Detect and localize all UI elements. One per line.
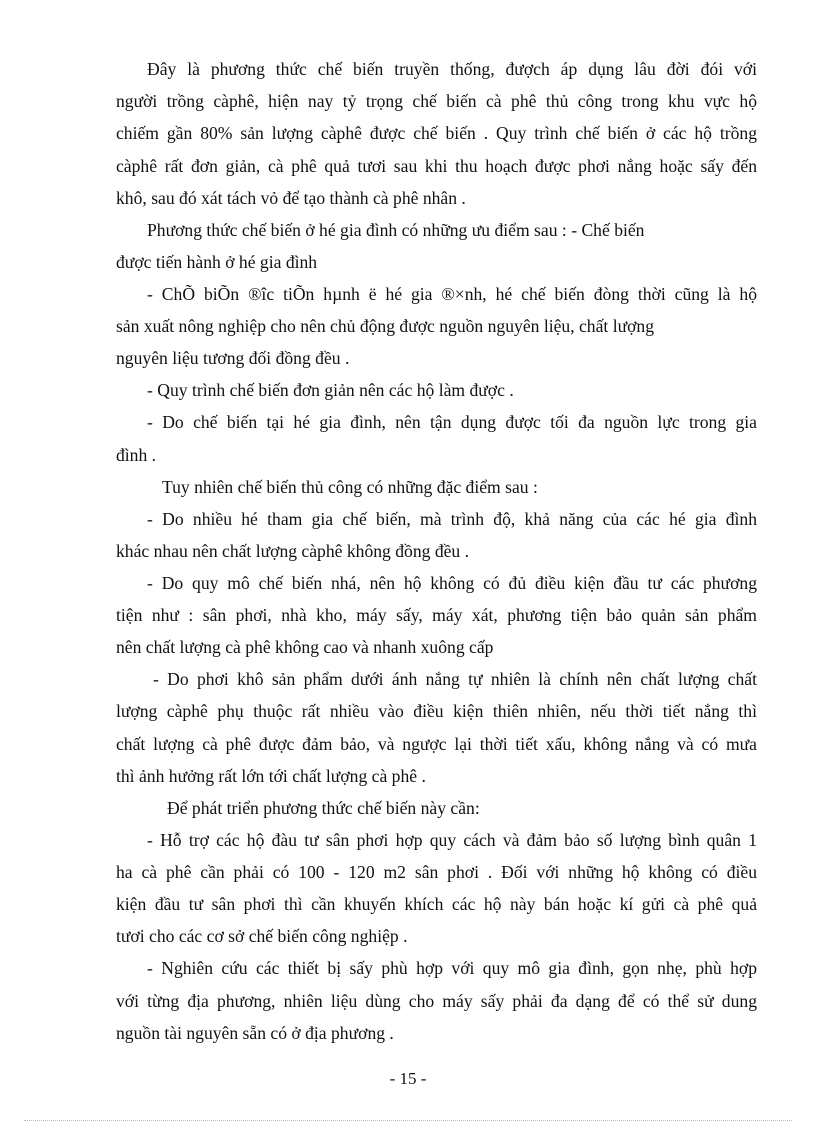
body-line: Tuy nhiên chế biến thủ công có những đặc điểm sau : xyxy=(162,477,538,497)
body-line: được tiến hành ở hé gia đình xyxy=(116,252,318,272)
body-line: sản xuất nông nghiệp cho nên chủ động được nguồn nguyên liệu, chất lượng xyxy=(116,316,655,336)
body-line: nguồn tài nguyên sẵn có ở địa phương . xyxy=(116,1023,394,1043)
body-line: - Nghiên cứu các thiết bị sấy phù hợp với quy mô gia đình, gọn nhẹ, phù hợp xyxy=(147,958,757,978)
body-line: chiếm gần 80% sản lượng càphê được chế biến . Quy trình chế biến ở các hộ trồng xyxy=(116,123,757,143)
body-line: - Do nhiều hé tham gia chế biến, mà trình độ, khả năng của các hé gia đình xyxy=(147,509,757,529)
body-line: thì ảnh hưởng rất lớn tới chất lượng cà phê . xyxy=(116,766,426,786)
body-line: - Do phơi khô sản phẩm dưới ánh nắng tự nhiên là chính nên chất lượng chất xyxy=(153,669,757,689)
page-number: - 15 - xyxy=(389,1069,427,1088)
body-line: đình . xyxy=(116,445,157,465)
body-line: ha cà phê cần phải có 100 - 120 m2 sân phơi . Đối với những hộ không có điều xyxy=(116,862,757,882)
body-line: - Do chế biến tại hé gia đình, nên tận dụng được tối đa nguồn lực trong gia xyxy=(147,412,757,432)
page-bottom-divider xyxy=(24,1120,792,1121)
body-line: người trồng càphê, hiện nay tỷ trọng chế biến cà phê thủ công trong khu vực hộ xyxy=(116,91,757,111)
body-line: lượng càphê phụ thuộc rất nhiều vào điều kiện thiên nhiên, nếu thời tiết nắng thì xyxy=(116,701,757,721)
body-line: tươi cho các cơ sở chế biến công nghiệp . xyxy=(116,926,408,946)
body-line: chất lượng cà phê được đảm bảo, và ngược lại thời tiết xấu, không nắng và có mưa xyxy=(116,734,757,754)
body-line: - Quy trình chế biến đơn giản nên các hộ làm được . xyxy=(147,380,514,400)
body-line: - Do quy mô chế biến nhá, nên hộ không có đủ điều kiện đầu tư các phương xyxy=(147,573,757,593)
body-line: khô, sau đó xát tách vỏ để tạo thành cà phê nhân . xyxy=(116,188,466,208)
body-line: nên chất lượng cà phê không cao và nhanh xuông cấp xyxy=(116,637,494,657)
body-line: Phương thức chế biến ở hé gia đình có những ưu điểm sau : - Chế biến xyxy=(147,220,645,240)
body-line: kiện đầu tư sân phơi thì cần khuyến khích các hộ này bán hoặc kí gửi cà phê quả xyxy=(116,894,757,914)
body-line: càphê rất đơn giản, cà phê quả tươi sau khi thu hoạch được phơi nắng hoặc sấy đến xyxy=(116,156,757,176)
body-line: khác nhau nên chất lượng càphê không đồng đều . xyxy=(116,541,470,561)
body-line: Đây là phương thức chế biến truyền thống, đượch áp dụng lâu đời đói với xyxy=(147,59,757,79)
body-line: nguyên liệu tương đối đồng đều . xyxy=(116,348,350,368)
body-line: - ChÕ biÕn ®îc tiÕn hµnh ë hé gia ®×nh, hé chế biến đòng thời cũng là hộ xyxy=(147,284,757,304)
body-line: - Hỗ trợ các hộ đàu tư sân phơi hợp quy cách và đảm bảo số lượng bình quân 1 xyxy=(147,830,757,850)
body-line: Để phát triển phương thức chế biến này cần: xyxy=(167,798,480,818)
body-line: tiện như : sân phơi, nhà kho, máy sấy, máy xát, phương tiện bảo quản sản phẩm xyxy=(116,605,757,625)
body-line: với từng địa phương, nhiên liệu dùng cho máy sấy phải đa dạng để có thể sử dung xyxy=(116,991,757,1011)
